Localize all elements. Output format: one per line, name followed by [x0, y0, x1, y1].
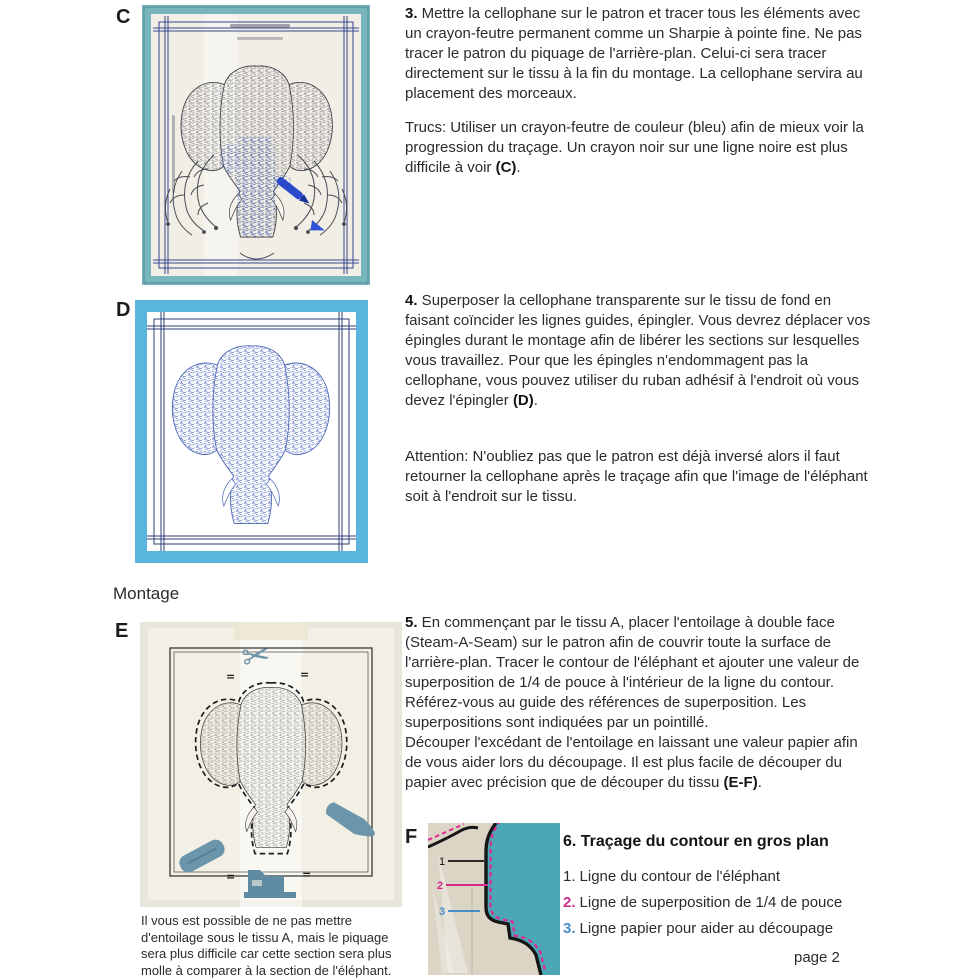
tip-period: .: [516, 159, 521, 176]
panel-label-f: F: [405, 826, 418, 848]
legend-item-2: [563, 893, 893, 913]
figure-d-cellophane-photo: [135, 300, 368, 563]
svg-text:=: =: [226, 670, 236, 683]
figure-e-illustration: [140, 622, 402, 907]
panel-label-c: C: [116, 6, 131, 28]
section-6-heading: 6. Traçage du contour en gros plan: [563, 833, 829, 850]
section-5: [405, 613, 878, 793]
svg-text:=: =: [226, 870, 236, 883]
section-4-attention: Attention: N'oubliez pas que le patron est déjà inversé alors il faut retourner la cellophane après le traçage afin que l'image de l'éléphant soit à l'endroit sur le tissu.: [405, 448, 868, 505]
legend-item-1: [563, 867, 893, 887]
section-4-paragraph: [405, 291, 877, 411]
tiny-print-line: [230, 24, 290, 28]
section-3-tip: [405, 118, 879, 178]
section-4-number: 4.: [405, 292, 418, 309]
section-5-ref-ef: (E-F): [723, 774, 758, 791]
tip-ref-c: (C): [495, 159, 517, 176]
figure-f-closeup-photo: [428, 823, 560, 975]
legend-num-2: 2.: [563, 894, 576, 911]
tiny-vertical-print: [172, 115, 175, 193]
pointer-label-3: 3: [439, 906, 446, 918]
section-5-paragraph: [405, 613, 878, 733]
section-3: [405, 4, 879, 178]
legend-text-1: Ligne du contour de l'éléphant: [579, 868, 781, 885]
pointer-label-2: 2: [437, 880, 444, 892]
tiny-print-line: [237, 37, 283, 40]
figure-e-caption: Il vous est possible de ne pas mettre d'entoilage sous le tissu A, mais le piquage sera plus difficile car cette section sera plus molle à comparer à la section de l'éléphant.: [141, 913, 392, 978]
montage-heading: Montage: [113, 584, 180, 603]
svg-text:=: =: [300, 668, 310, 681]
scissors-icon: ✂: [238, 634, 274, 679]
section-4-text: Superposer la cellophane transparente sur le tissu de fond en faisant coïncider les lignes guides, épingler. Vous devrez déplacer vos épingles durant le montage afin de libérer les sections sur lesquelles vous travaillez. Pour que les épingles n'endommagent pas la cellophane, vous pouvez utiliser du ruban adhésif à l'endroit où vous devez l'épingler: [405, 292, 871, 409]
legend-num-1: 1.: [563, 868, 576, 885]
section-4-period: .: [533, 392, 538, 409]
figure-f-illustration: [428, 823, 560, 975]
section-3-text: Mettre la cellophane sur le patron et tracer tous les éléments avec un crayon-feutre permanent comme un Sharpie à pointe fine. Ne pas tracer le patron du piquage de l'arrière-plan. Celui-ci sera tracer directement sur le tissu à la fin du montage. La cellophane servira au placement des morceaux.: [405, 5, 863, 102]
pointer-label-1: 1: [439, 856, 446, 868]
figure-c-pattern-photo: [142, 5, 370, 285]
figure-d-illustration: [135, 300, 368, 563]
figure-c-illustration: [142, 5, 370, 285]
legend-text-2: Ligne de superposition de 1/4 de pouce: [579, 894, 843, 911]
panel-label-e: E: [115, 620, 129, 642]
section-5-text-2: Découper l'excédant de l'entoilage en laissant une valeur papier afin de vous aider lors du découpage. Il est plus facile de découper du papier avec précision que de découper du tissu: [405, 734, 858, 791]
section-3-number: 3.: [405, 5, 418, 22]
section-3-paragraph: [405, 4, 879, 104]
section-4-ref-d: (D): [512, 392, 534, 409]
figure-e-montage-photo: [140, 622, 402, 907]
section-5-paragraph-2: [405, 733, 878, 793]
blue-traced-area: [237, 137, 276, 237]
section-5-period: .: [757, 774, 762, 791]
page-number: page 2: [794, 949, 840, 966]
section-6: [563, 833, 893, 945]
section-4: [405, 291, 877, 507]
section-5-number: 5.: [405, 614, 418, 631]
panel-label-d: D: [116, 299, 131, 321]
legend-text-3: Ligne papier pour aider au découpage: [579, 920, 834, 937]
svg-text:=: =: [302, 868, 312, 881]
tip-text: Trucs: Utiliser un crayon-feutre de couleur (bleu) afin de mieux voir la progression du traçage. Un crayon noir sur une ligne noire est plus difficile à voir: [405, 119, 864, 176]
legend-item-3: [563, 919, 893, 939]
section-5-text: En commençant par le tissu A, placer l'entoilage à double face (Steam-A-Seam) sur le patron afin de couvrir toute la surface de l'arrière-plan. Tracer le contour de l'éléphant et ajouter une valeur de superposition de 1/4 de pouce à l'intérieur de la ligne du contour. Référez-vous au guide des références de superposition. Les superpositions sont indiquées par un pointillé.: [405, 614, 860, 731]
legend-num-3: 3.: [563, 920, 576, 937]
